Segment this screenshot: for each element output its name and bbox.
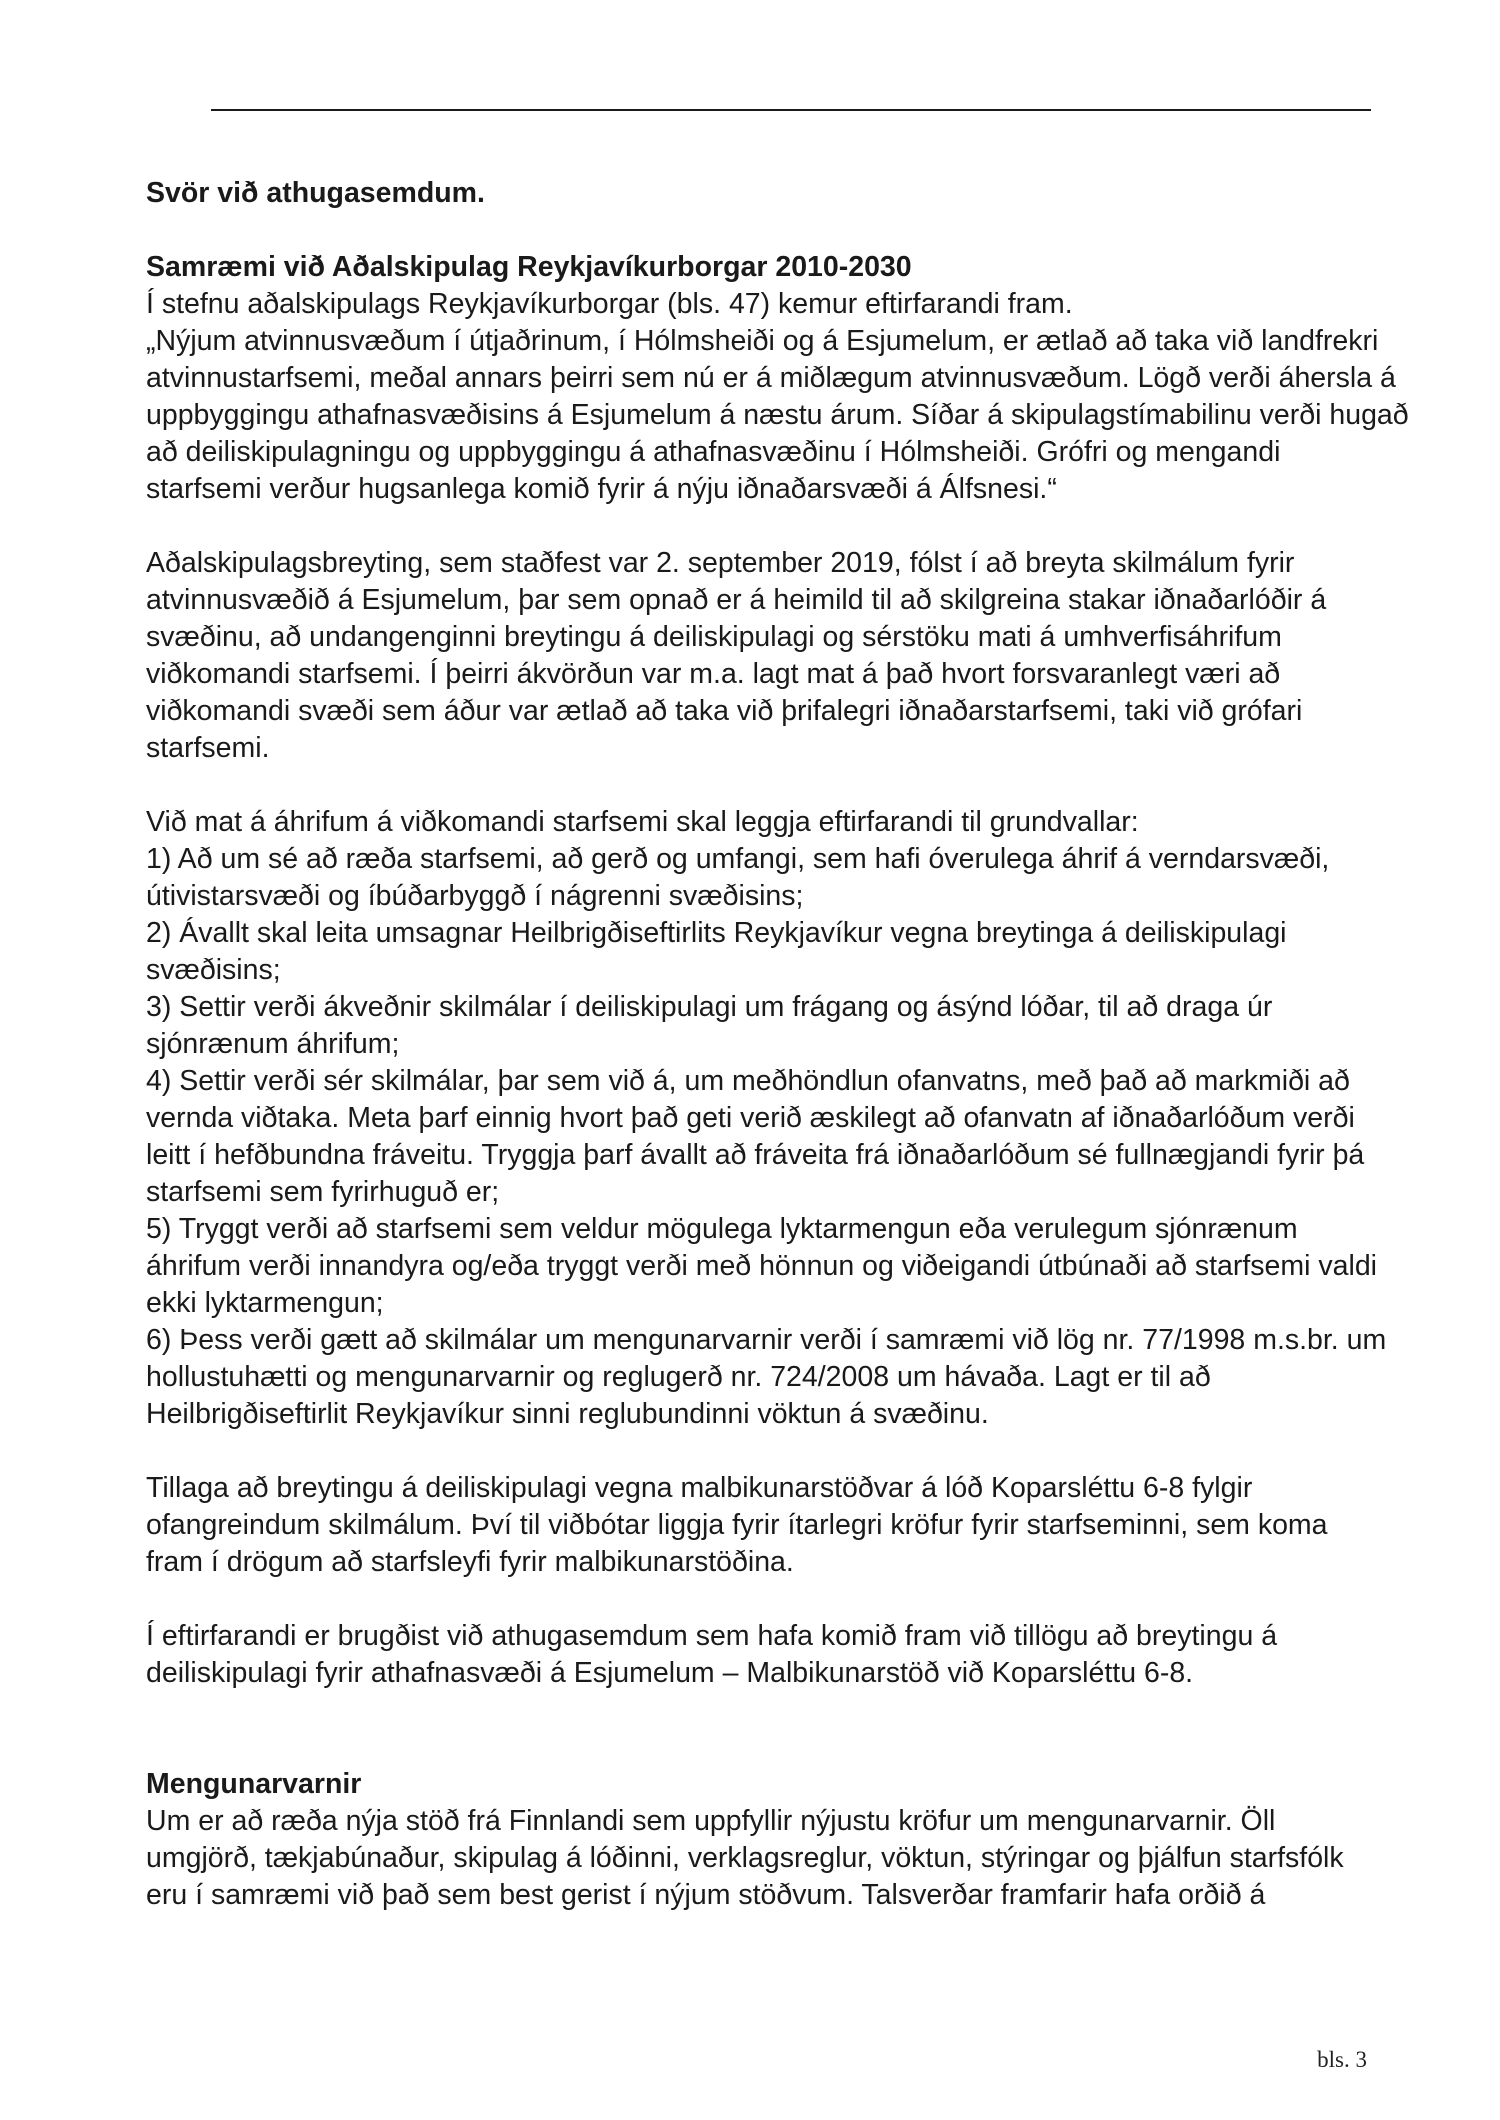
- text-line: eru í samræmi við það sem best gerist í nýjum stöðvum. Talsverðar framfarir hafa orðið á: [146, 1879, 1266, 1911]
- text-line: 1) Að um sé að ræða starfsemi, að gerð og umfangi, sem hafi óverulega áhrif á verndarsvæði,: [146, 843, 1330, 875]
- document-body: [146, 175, 1409, 1914]
- header-rule: [211, 109, 1371, 111]
- text-line: áhrifum verði innandyra og/eða tryggt verði með hönnun og viðeigandi útbúnaði að starfsemi valdi: [146, 1250, 1377, 1282]
- text-line: viðkomandi svæði sem áður var ætlað að taka við þrifalegri iðnaðarstarfsemi, taki við grófari: [146, 695, 1303, 727]
- text-line: vernda viðtaka. Meta þarf einnig hvort það geti verið æskilegt að ofanvatn af iðnaðarlóðum verði: [146, 1102, 1355, 1134]
- text-line: ofangreindum skilmálum. Því til viðbótar liggja fyrir ítarlegri kröfur fyrir starfseminni, sem koma: [146, 1509, 1328, 1541]
- section-heading-mengunarvarnir: Mengunarvarnir: [146, 1768, 362, 1800]
- paragraph-criteria-list: [146, 804, 1386, 1433]
- text-line: ekki lyktarmengun;: [146, 1287, 384, 1319]
- text-line: 2) Ávallt skal leita umsagnar Heilbrigðiseftirlits Reykjavíkur vegna breytinga á deiliskipulagi: [146, 917, 1287, 949]
- text-line: leitt í hefðbundna fráveitu. Tryggja þarf ávallt að fráveita frá iðnaðarlóðum sé fullnægjandi fyrir þá: [146, 1139, 1365, 1171]
- paragraph-eftirfarandi: [146, 1618, 1386, 1692]
- text-line: svæðinu, að undangenginni breytingu á deiliskipulagi og sérstöku mati á umhverfisáhrifum: [146, 621, 1282, 653]
- paragraph-tillaga: [146, 1470, 1386, 1581]
- quote-block: [146, 323, 1409, 508]
- text-line: sjónrænum áhrifum;: [146, 1028, 400, 1060]
- text-line: hollustuhætti og mengunarvarnir og reglugerð nr. 724/2008 um hávaða. Lagt er til að: [146, 1361, 1211, 1393]
- text-line: starfsemi.: [146, 732, 270, 764]
- text-line: Í eftirfarandi er brugðist við athugasemdum sem hafa komið fram við tillögu að breytingu á: [146, 1620, 1278, 1652]
- text-line: að deiliskipulagningu og uppbyggingu á athafnasvæðinu í Hólmsheiði. Grófri og mengandi: [146, 436, 1281, 468]
- text-line: umgjörð, tækjabúnaður, skipulag á lóðinni, verklagsreglur, vöktun, stýringar og þjálfun starfsfólk: [146, 1842, 1344, 1874]
- text-line: starfsemi sem fyrirhuguð er;: [146, 1176, 500, 1208]
- paragraph-mengunarvarnir: [146, 1803, 1386, 1914]
- document-title: Svör við athugasemdum.: [146, 177, 485, 209]
- section-heading-samraemi: Samræmi við Aðalskipulag Reykjavíkurborgar 2010-2030: [146, 251, 912, 283]
- text-line: útivistarsvæði og íbúðarbyggð í nágrenni svæðisins;: [146, 880, 804, 912]
- text-line: starfsemi verður hugsanlega komið fyrir á nýju iðnaðarsvæði á Álfsnesi.“: [146, 473, 1057, 505]
- text-line: Tillaga að breytingu á deiliskipulagi vegna malbikunarstöðvar á lóð Koparsléttu 6-8 fylgir: [146, 1472, 1253, 1504]
- text-line: deiliskipulagi fyrir athafnasvæði á Esjumelum – Malbikunarstöð við Koparsléttu 6-8.: [146, 1657, 1194, 1689]
- text-line: Aðalskipulagsbreyting, sem staðfest var 2. september 2019, fólst í að breyta skilmálum fyrir: [146, 547, 1295, 579]
- text-line: viðkomandi starfsemi. Í þeirri ákvörðun var m.a. lagt mat á það hvort forsvaranlegt væri að: [146, 658, 1281, 690]
- text-line: atvinnusvæðið á Esjumelum, þar sem opnað er á heimild til að skilgreina stakar iðnaðarlóðir á: [146, 584, 1327, 616]
- paragraph-adalskipulagsbreyting: [146, 545, 1386, 767]
- text-line: „Nýjum atvinnusvæðum í útjaðrinum, í Hólmsheiði og á Esjumelum, er ætlað að taka við landfrekri: [146, 325, 1379, 357]
- text-line: svæðisins;: [146, 954, 281, 986]
- text-line: uppbyggingu athafnasvæðisins á Esjumelum á næstu árum. Síðar á skipulagstímabilinu verði hugað: [146, 399, 1409, 431]
- text-line: 5) Tryggt verði að starfsemi sem veldur mögulega lyktarmengun eða verulegum sjónrænum: [146, 1213, 1298, 1245]
- text-line: atvinnustarfsemi, meðal annars þeirri sem nú er á miðlægum atvinnusvæðum. Lögð verði áhersla á: [146, 362, 1396, 394]
- text-line: 3) Settir verði ákveðnir skilmálar í deiliskipulagi um frágang og ásýnd lóðar, til að draga úr: [146, 991, 1273, 1023]
- text-line: 6) Þess verði gætt að skilmálar um mengunarvarnir verði í samræmi við lög nr. 77/1998 m.s.br. um: [146, 1324, 1387, 1356]
- page-number: bls. 3: [1317, 2047, 1367, 2072]
- text-line: Um er að ræða nýja stöð frá Finnlandi sem uppfyllir nýjustu kröfur um mengunarvarnir. Öll: [146, 1805, 1276, 1837]
- text-line: Við mat á áhrifum á viðkomandi starfsemi skal leggja eftirfarandi til grundvallar:: [146, 806, 1139, 838]
- text-line: Heilbrigðiseftirlit Reykjavíkur sinni reglubundinni vöktun á svæðinu.: [146, 1398, 989, 1430]
- text-line: 4) Settir verði sér skilmálar, þar sem við á, um meðhöndlun ofanvatns, með það að markmiði að: [146, 1065, 1350, 1097]
- text-line: fram í drögum að starfsleyfi fyrir malbikunarstöðina.: [146, 1546, 794, 1578]
- intro-line: Í stefnu aðalskipulags Reykjavíkurborgar (bls. 47) kemur eftirfarandi fram.: [146, 288, 1073, 320]
